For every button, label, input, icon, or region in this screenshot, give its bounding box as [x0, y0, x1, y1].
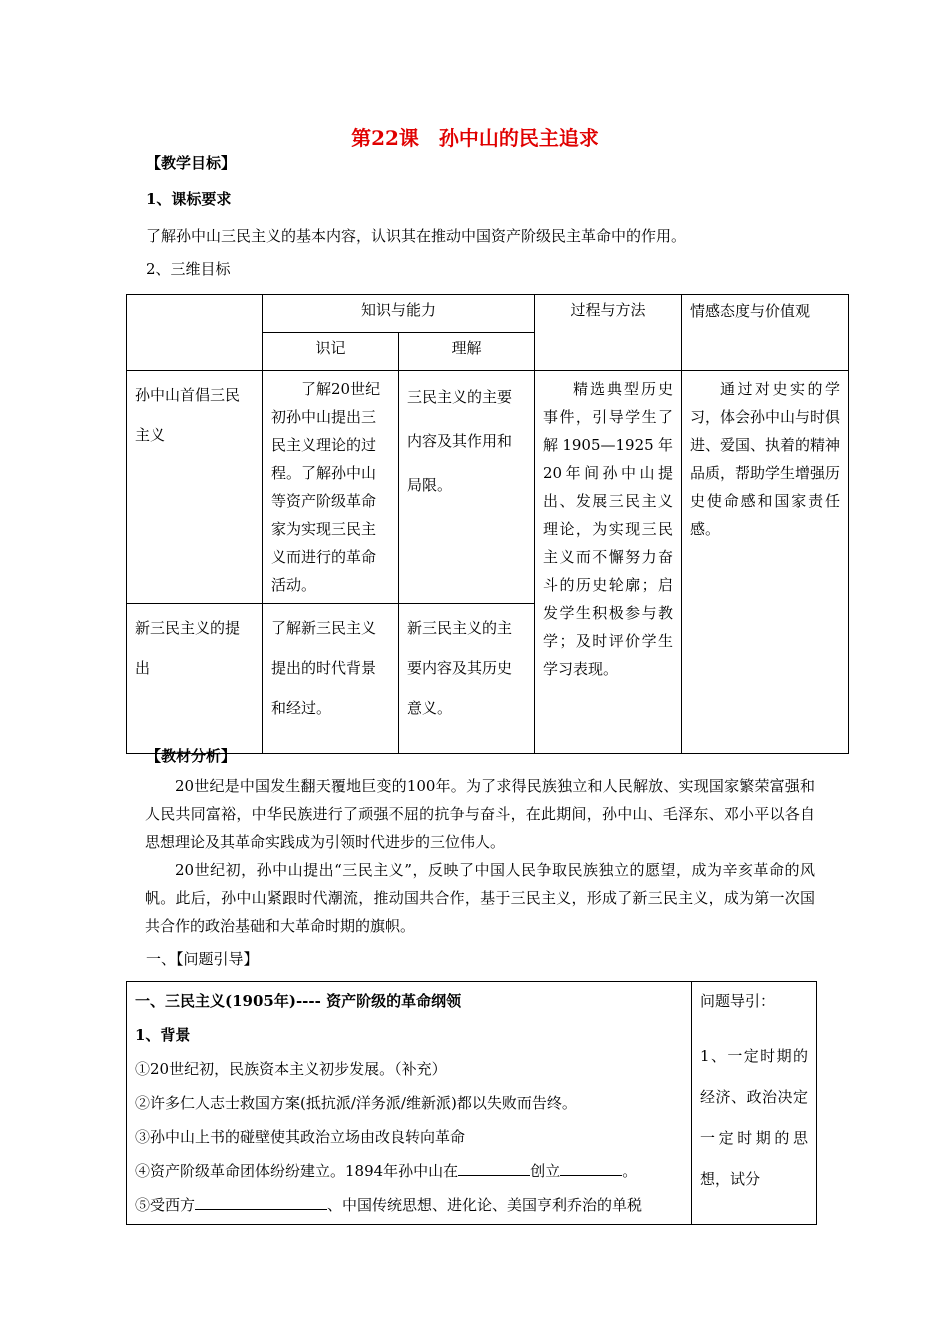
row2-understand: 新三民主义的主要内容及其历史意义。: [399, 604, 535, 754]
guide-text: 1、一定时期的经济、政治决定一定时期的思想，试分: [700, 1047, 808, 1188]
background-item-5: ⑤受西方 、中国传统思想、进化论、美国亨利乔治的单税: [135, 1188, 683, 1222]
emotion-text: 通过对史实的学习，体会孙中山与时俱进、爱国、执着的精神品质，帮助学生增强历史使命感和国家责任感。: [682, 371, 849, 754]
page-title: 第22课 孙中山的民主追求: [351, 126, 599, 150]
curriculum-heading: 1、课标要求: [146, 190, 232, 208]
row2-topic: 新三民主义的提出: [127, 604, 263, 754]
guide-heading: 问题导引：: [700, 992, 776, 1010]
header-knowledge: 知识与能力: [263, 295, 535, 333]
question-guide-cell: [692, 982, 817, 1225]
analysis-paragraph-1: 20世纪是中国发生翻天覆地巨变的100年。为了求得民族独立和人民解放、实现国家繁荣富强和人民共同富裕，中华民族进行了顽强不屈的抗争与奋斗，在此期间，孙中山、毛泽东、邓小平以各自思想理论及其革命实践成为引领时代进步的三位伟人。: [145, 777, 815, 851]
background-heading: 1、背景: [135, 1026, 191, 1044]
fill-blank-organization[interactable]: [560, 1159, 622, 1176]
row2-memorize: 了解新三民主义提出的时代背景和经过。: [263, 604, 399, 754]
header-emotion: 情感态度与价值观: [682, 295, 849, 371]
background-item-3: ③孙中山上书的碰壁使其政治立场由改良转向革命: [135, 1128, 466, 1146]
header-process: 过程与方法: [535, 295, 682, 371]
curriculum-text: 了解孙中山三民主义的基本内容，认识其在推动中国资产阶级民主革命中的作用。: [146, 227, 687, 245]
goals-table: [126, 294, 849, 754]
process-text: 精选典型历史事件，引导学生了解1905—1925年20年间孙中山提出、发展三民主义理论，为实现三民主义而不懈努力奋斗的历史轮廓；启发学生积极参与教学；及时评价学生学习表现。: [535, 371, 682, 754]
row1-understand: 三民主义的主要内容及其作用和局限。: [399, 371, 535, 604]
analysis-heading: 【教材分析】: [146, 747, 237, 765]
background-item-2: ②许多仁人志士救国方案(抵抗派/洋务派/维新派)都以失败而告终。: [135, 1094, 577, 1112]
fill-blank-location[interactable]: [458, 1159, 530, 1176]
sub-header-memorize: 识记: [263, 333, 399, 371]
background-item-1: ①20世纪初，民族资本主义初步发展。（补充）: [135, 1060, 447, 1078]
goals-table-corner: [127, 295, 263, 371]
background-item-4: ④资产阶级革命团体纷纷建立。1894年孙中山在 创立 。: [135, 1154, 683, 1188]
teaching-goals-heading: 【教学目标】: [146, 154, 237, 172]
row1-topic: 孙中山首倡三民主义: [127, 371, 263, 604]
question-heading: 一、【问题引导】: [146, 950, 259, 968]
fill-blank-western-thought[interactable]: [195, 1193, 327, 1210]
sub-header-understand: 理解: [399, 333, 535, 371]
question-table: [126, 981, 817, 1225]
question-main-cell: [127, 982, 692, 1225]
row1-memorize: 了解20世纪初孙中山提出三民主义理论的过程。了解孙中山等资产阶级革命家为实现三民主义而进行的革命活动。: [263, 371, 399, 604]
analysis-paragraph-2: 20世纪初，孙中山提出“三民主义”，反映了中国人民争取民族独立的愿望，成为辛亥革命的风帆。此后，孙中山紧跟时代潮流，推动国共合作，基于三民主义，形成了新三民主义，成为第一次国共合作的政治基础和大革命时期的旗帜。: [145, 861, 815, 935]
section-title: 一、三民主义(1905年)---- 资产阶级的革命纲领: [135, 992, 462, 1010]
three-dim-heading: 2、三维目标: [146, 260, 231, 278]
